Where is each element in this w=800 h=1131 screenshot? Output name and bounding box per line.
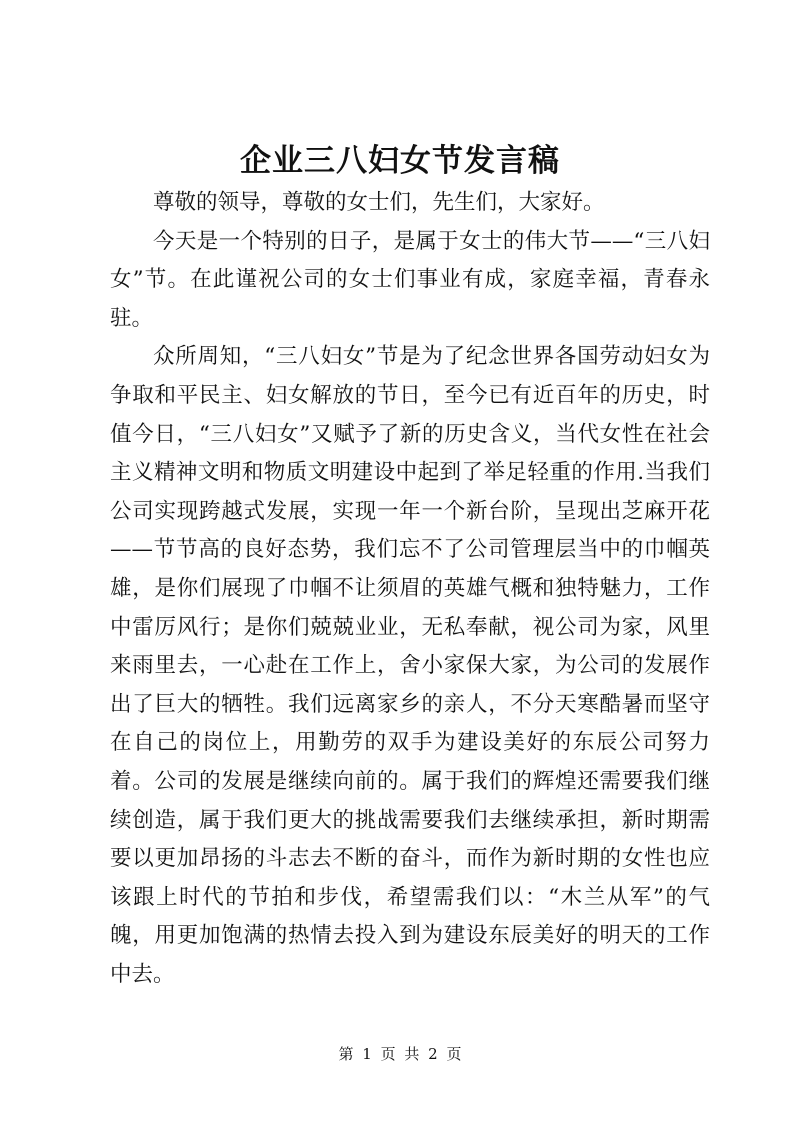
page-number-footer: 第 1 页 共 2 页	[338, 1045, 462, 1063]
paragraph-main: 众所周知，“三八妇女”节是为了纪念世界各国劳动妇女为争取和平民主、妇女解放的节日，至今已有近百年的历史，时值今日，“三八妇女”又赋予了新的历史含义，当代女性在社会主义精神文明和物质文明建设中起到了举足轻重的作用.当我们公司实现跨越式发展，实现一年一个新台阶，呈现出芝麻开花——节节高的良好态势，我们忘不了公司管理层当中的巾帼英雄，是你们展现了巾帼不让须眉的英雄气概和独特魅力，工作中雷厉风行；是你们兢兢业业，无私奉献，视公司为家，风里来雨里去，一心赴在工作上，舍小家保大家，为公司的发展作出了巨大的牺牲。我们远离家乡的亲人，不分天寒酷暑而坚守在自己的岗位上，用勤劳的双手为建设美好的东辰公司努力着。公司的发展是继续向前的。属于我们的辉煌还需要我们继续创造，属于我们更大的挑战需要我们去继续承担，新时期需要以更加昂扬的斗志去不断的奋斗，而作为新时期的女性也应该跟上时代的节拍和步伐，希望需我们以：“木兰从军”的气魄，用更加饱满的热情去投入到为建设东辰美好的明天的工作中去。	[110, 344, 710, 987]
paragraph-intro: 今天是一个特别的日子，是属于女士的伟大节——“三八妇女”节。在此谨祝公司的女士们事业有成，家庭幸福，青春永驻。	[110, 228, 710, 331]
document-body	[110, 184, 710, 994]
paragraph-greeting: 尊敬的领导，尊敬的女士们，先生们，大家好。	[153, 190, 605, 215]
document-title: 企业三八妇女节发言稿	[240, 143, 560, 179]
